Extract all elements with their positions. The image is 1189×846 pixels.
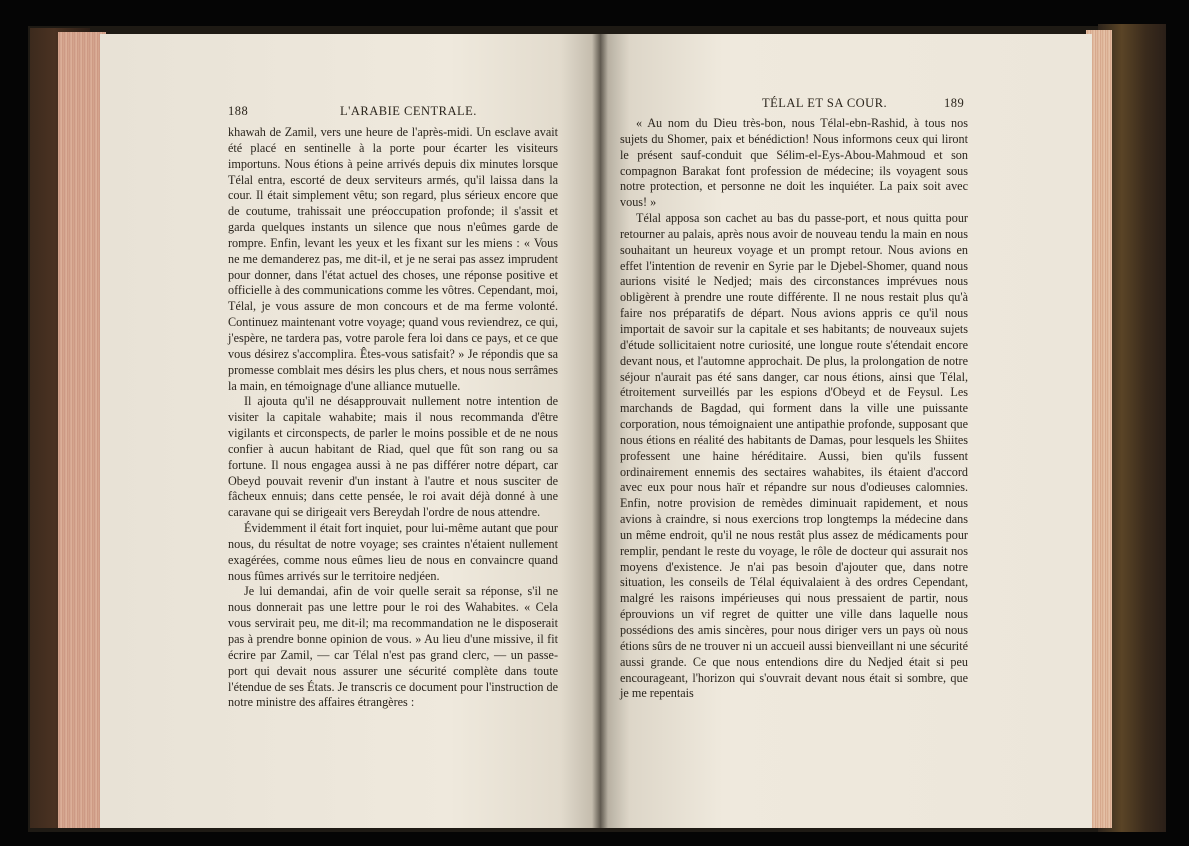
left-page-body: [228, 125, 558, 711]
paragraph: Évidemment il était fort inquiet, pour lui-même autant que pour nous, du résultat de notre voyage; ses craintes n'étaient nullement exagérées, comme nous eûmes lieu de nous en convaincre quand nous fûmes arrivés sur le territoire nedjéen.: [228, 521, 558, 583]
page-edges-left: [58, 32, 106, 828]
paragraph: Je lui demandai, afin de voir quelle serait sa réponse, s'il ne nous donnerait pas une lettre pour le roi des Wahabites. « Cela vous servirait peu, me dit-il; ma recommandation ne le disposerait pas à prendre bonne opinion de vous. » Au lieu d'une missive, il fit écrire par Zamil, — car Télal n'est pas grand clerc, — un passe-port qui devait nous assurer une sécurité complète dans toute l'étendue de ses États. Je transcris ce document pour l'instruction de notre ministre des affaires étrangères :: [228, 584, 558, 710]
page-number-left: 188: [228, 104, 249, 118]
left-page: [100, 34, 600, 828]
right-page-body: [620, 116, 968, 702]
book-gutter: [592, 34, 608, 828]
page-number-right: 189: [944, 96, 965, 110]
paragraph: Télal apposa son cachet au bas du passe-port, et nous quitta pour retourner au palais, après nous avoir de nouveau tendu la main en nous souhaitant un heureux voyage et un prompt retour. Nous avions en effet l'intention de revenir en Syrie par le Djebel-Shomer, quand nous aurions visité le Nedjed; mais des circonstances imprévues nous obligèrent à prendre une route différente. Il ne nous restait plus qu'à faire nos préparatifs de départ. Nous avions appris ce qu'il nous importait de savoir sur la capitale et ses habitants; de nouveaux sujets d'étude sollicitaient notre curiosité, une longue route s'étendait encore devant nous, et l'automne approchait. De plus, la prolongation de notre séjour n'aurait pas été sans danger, car nous étions, ainsi que Télal, étroitement surveillés par les espions d'Obeyd et de Feysul. Les marchands de Bagdad, qui forment dans la ville une puissante corporation, nous témoignaient une antipathie profonde, supposant que nous étions en réalité des habitants de Damas, pour lesquels les Shiites professent une haine héréditaire. Aussi, bien qu'ils fussent ordinairement ennemis des sectaires wahabites, ils étaient d'accord avec eux pour nous haïr et répandre sur nous d'odieuses calomnies. Enfin, notre provision de remèdes diminuait rapidement, et nous avions à craindre, si nous exercions trop longtemps la médecine dans un même endroit, qu'il ne nous restât plus assez de médicaments pour remplir, pendant le reste du voyage, le rôle de docteur qui assurait nos moyens d'existence. Je n'ai pas besoin d'ajouter que, dans notre situation, les conseils de Télal équivalaient à des ordres Cependant, malgré les raisons impérieuses qui nous pressaient de partir, nous éprouvions un vif regret de quitter une ville dans laquelle nous possédions des amis sincères, pour nous diriger vers un pays où nous étions sûrs de ne trouver ni un accueil aussi bienveillant ni une sécurité aussi grande. Ce que nous entendions dire du Nedjed était si peu encourageant, l'horizon qui s'ouvrait devant nous était si sombre, que je me repentais: [620, 211, 968, 701]
paragraph: « Au nom du Dieu très-bon, nous Télal-ebn-Rashid, à tous nos sujets du Shomer, paix et bénédiction! Nous informons ceux qui liront le présent sauf-conduit que Sélim-el-Eys-Abou-Mahmoud et son compagnon Barakat font profession de médecine; ils voyagent sous notre protection, et personne ne doit les inquiéter. La paix soit avec vous! »: [620, 116, 968, 210]
running-title-right: TÉLAL ET SA COUR.: [762, 96, 888, 110]
running-title-left: L'ARABIE CENTRALE.: [340, 104, 477, 118]
paragraph: khawah de Zamil, vers une heure de l'après-midi. Un esclave avait été placé en sentinelle à la porte pour écarter les visiteurs importuns. Nous étions à peine arrivés depuis dix minutes lorsque Télal entra, escorté de deux serviteurs armés, qu'il laissa dans la cour. Il était simplement vêtu; son regard, plus sérieux encore que de coutume, trahissait une préoccupation profonde; il s'assit et garda quelques instants un silence que nous n'eûmes garde de rompre. Enfin, levant les yeux et les fixant sur les miens : « Vous ne me demanderez pas, me dit-il, et je ne serai pas assez imprudent pour donner, dans l'état actuel des choses, une réponse positive et officielle à des communications comme les vôtres. Cependant, moi, Télal, je vous assure de mon concours et de ma ferme volonté. Continuez maintenant votre voyage; quand vous reviendrez, ce qui, j'espère, ne tardera pas, votre parole fera loi dans ce pays, et ce que vous désirez s'accomplira. Êtes-vous satisfait? » Je répondis que sa promesse comblait mes désirs les plus chers, et nous nous serrâmes la main, en témoignage d'une alliance mutuelle.: [228, 125, 558, 393]
paragraph: Il ajouta qu'il ne désapprouvait nullement notre intention de visiter la capitale wahabite; mais il nous recommanda d'être vigilants et circonspects, de parler le moins possible et de ne nous confier à aucun habitant de Riad, quel que fût son rang ou sa fortune. Il nous engagea aussi à ne pas différer notre départ, car Obeyd pouvait revenir d'un instant à l'autre et nous susciter de fâcheux ennuis; dans cette pensée, le roi avait déjà donné à une caravane qui se dirigeait vers Bereydah l'ordre de nous attendre.: [228, 394, 558, 520]
right-page: [600, 34, 1092, 828]
